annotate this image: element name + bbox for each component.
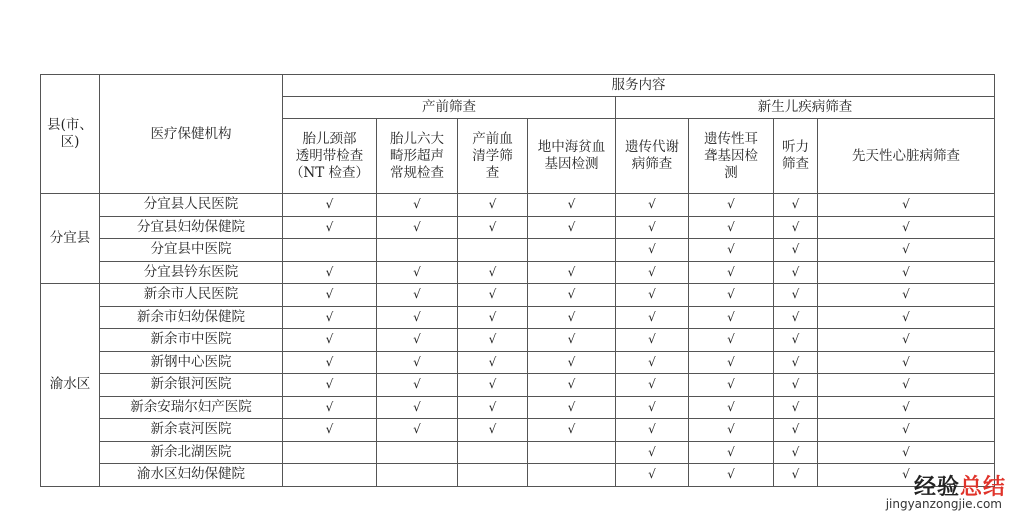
check-mark-cell: √	[818, 441, 995, 464]
table-row	[41, 441, 995, 464]
header-newborn-screening: 新生儿疾病筛查	[616, 97, 995, 119]
check-mark-cell: √	[774, 194, 818, 217]
check-mark-cell: √	[458, 374, 528, 397]
check-mark-cell: √	[616, 216, 689, 239]
check-mark-cell: √	[774, 261, 818, 284]
check-mark-cell: √	[689, 419, 774, 442]
check-mark-cell: √	[528, 216, 616, 239]
check-mark-cell: √	[616, 306, 689, 329]
check-mark-cell: √	[818, 396, 995, 419]
institution-name-cell: 新钢中心医院	[100, 351, 283, 374]
check-mark-cell: √	[377, 351, 458, 374]
header-county: 县(市、 区)	[41, 75, 100, 194]
check-mark-cell: √	[818, 284, 995, 307]
table-row	[41, 239, 995, 262]
check-mark-cell: √	[283, 194, 377, 217]
check-mark-cell: √	[528, 306, 616, 329]
empty-cell	[377, 464, 458, 487]
check-mark-cell: √	[689, 216, 774, 239]
empty-cell	[377, 441, 458, 464]
check-mark-cell: √	[818, 374, 995, 397]
check-mark-cell: √	[689, 374, 774, 397]
check-mark-cell: √	[689, 284, 774, 307]
screening-services-table	[40, 74, 995, 487]
check-mark-cell: √	[616, 374, 689, 397]
watermark-title: 经验总结	[913, 475, 1006, 500]
institution-name-cell: 新余市妇幼保健院	[100, 306, 283, 329]
check-mark-cell: √	[377, 194, 458, 217]
check-mark-cell: √	[283, 374, 377, 397]
table-row	[41, 396, 995, 419]
check-mark-cell: √	[458, 194, 528, 217]
check-mark-cell: √	[458, 261, 528, 284]
check-mark-cell: √	[458, 284, 528, 307]
header-deafness-gene-test: 遗传性耳 聋基因检 测	[689, 119, 774, 194]
check-mark-cell: √	[616, 261, 689, 284]
check-mark-cell: √	[689, 306, 774, 329]
table-row	[41, 261, 995, 284]
county-cell: 分宜县	[41, 194, 100, 284]
check-mark-cell: √	[377, 216, 458, 239]
check-mark-cell: √	[774, 216, 818, 239]
institution-name-cell: 渝水区妇幼保健院	[100, 464, 283, 487]
empty-cell	[528, 239, 616, 262]
check-mark-cell: √	[528, 194, 616, 217]
institution-name-cell: 分宜县钤东医院	[100, 261, 283, 284]
check-mark-cell: √	[283, 306, 377, 329]
empty-cell	[528, 464, 616, 487]
check-mark-cell: √	[377, 306, 458, 329]
check-mark-cell: √	[377, 261, 458, 284]
check-mark-cell: √	[818, 194, 995, 217]
institution-name-cell: 新余市人民医院	[100, 284, 283, 307]
check-mark-cell: √	[774, 239, 818, 262]
check-mark-cell: √	[818, 464, 995, 487]
check-mark-cell: √	[377, 419, 458, 442]
check-mark-cell: √	[528, 261, 616, 284]
check-mark-cell: √	[689, 329, 774, 352]
check-mark-cell: √	[616, 284, 689, 307]
institution-name-cell: 新余银河医院	[100, 374, 283, 397]
header-metabolic-screening: 遗传代谢 病筛查	[616, 119, 689, 194]
check-mark-cell: √	[774, 419, 818, 442]
table-body	[41, 194, 995, 487]
check-mark-cell: √	[458, 216, 528, 239]
table-row	[41, 351, 995, 374]
header-thalassemia-test: 地中海贫血 基因检测	[528, 119, 616, 194]
check-mark-cell: √	[818, 216, 995, 239]
check-mark-cell: √	[774, 374, 818, 397]
empty-cell	[377, 239, 458, 262]
check-mark-cell: √	[774, 441, 818, 464]
check-mark-cell: √	[616, 351, 689, 374]
check-mark-cell: √	[616, 396, 689, 419]
check-mark-cell: √	[283, 216, 377, 239]
institution-name-cell: 新余市中医院	[100, 329, 283, 352]
check-mark-cell: √	[818, 261, 995, 284]
header-nt-exam: 胎儿颈部 透明带检查 （NT 检查）	[283, 119, 377, 194]
check-mark-cell: √	[528, 351, 616, 374]
institution-name-cell: 分宜县中医院	[100, 239, 283, 262]
watermark-url: jingyanzongjie.com	[885, 497, 1002, 511]
institution-name-cell: 新余北湖医院	[100, 441, 283, 464]
check-mark-cell: √	[528, 284, 616, 307]
check-mark-cell: √	[283, 351, 377, 374]
table-row	[41, 284, 995, 307]
institution-name-cell: 分宜县妇幼保健院	[100, 216, 283, 239]
check-mark-cell: √	[283, 419, 377, 442]
check-mark-cell: √	[616, 194, 689, 217]
empty-cell	[458, 464, 528, 487]
check-mark-cell: √	[616, 329, 689, 352]
header-service-content: 服务内容	[283, 75, 995, 97]
check-mark-cell: √	[616, 239, 689, 262]
check-mark-cell: √	[616, 464, 689, 487]
header-fetal-ultrasound: 胎儿六大 畸形超声 常规检查	[377, 119, 458, 194]
table-row	[41, 329, 995, 352]
empty-cell	[458, 441, 528, 464]
empty-cell	[283, 441, 377, 464]
check-mark-cell: √	[616, 419, 689, 442]
check-mark-cell: √	[689, 441, 774, 464]
table-row	[41, 374, 995, 397]
check-mark-cell: √	[283, 261, 377, 284]
check-mark-cell: √	[377, 374, 458, 397]
check-mark-cell: √	[528, 396, 616, 419]
institution-name-cell: 新余安瑞尔妇产医院	[100, 396, 283, 419]
check-mark-cell: √	[774, 396, 818, 419]
check-mark-cell: √	[818, 239, 995, 262]
empty-cell	[283, 239, 377, 262]
check-mark-cell: √	[377, 396, 458, 419]
check-mark-cell: √	[377, 284, 458, 307]
county-cell: 渝水区	[41, 284, 100, 487]
check-mark-cell: √	[774, 284, 818, 307]
check-mark-cell: √	[458, 329, 528, 352]
empty-cell	[528, 441, 616, 464]
check-mark-cell: √	[458, 306, 528, 329]
empty-cell	[283, 464, 377, 487]
check-mark-cell: √	[283, 284, 377, 307]
institution-name-cell: 分宜县人民医院	[100, 194, 283, 217]
check-mark-cell: √	[528, 419, 616, 442]
check-mark-cell: √	[818, 351, 995, 374]
check-mark-cell: √	[774, 329, 818, 352]
check-mark-cell: √	[283, 396, 377, 419]
header-hearing-screening: 听力 筛查	[774, 119, 818, 194]
table-row	[41, 194, 995, 217]
check-mark-cell: √	[774, 351, 818, 374]
watermark-logo	[866, 470, 1016, 514]
table-row	[41, 306, 995, 329]
check-mark-cell: √	[774, 306, 818, 329]
check-mark-cell: √	[818, 329, 995, 352]
header-institution: 医疗保健机构	[100, 75, 283, 194]
check-mark-cell: √	[818, 306, 995, 329]
header-serum-screening: 产前血 清学筛 查	[458, 119, 528, 194]
check-mark-cell: √	[377, 329, 458, 352]
check-mark-cell: √	[689, 261, 774, 284]
check-mark-cell: √	[528, 374, 616, 397]
check-mark-cell: √	[774, 464, 818, 487]
header-prenatal-screening: 产前筛查	[283, 97, 616, 119]
table-row	[41, 464, 995, 487]
check-mark-cell: √	[528, 329, 616, 352]
check-mark-cell: √	[689, 351, 774, 374]
check-mark-cell: √	[689, 396, 774, 419]
check-mark-cell: √	[616, 441, 689, 464]
check-mark-cell: √	[689, 194, 774, 217]
check-mark-cell: √	[689, 239, 774, 262]
check-mark-cell: √	[458, 351, 528, 374]
header-heart-disease-screening: 先天性心脏病筛查	[818, 119, 995, 194]
table-row	[41, 216, 995, 239]
check-mark-cell: √	[458, 396, 528, 419]
check-mark-cell: √	[283, 329, 377, 352]
check-mark-cell: √	[458, 419, 528, 442]
table-row	[41, 419, 995, 442]
empty-cell	[458, 239, 528, 262]
check-mark-cell: √	[818, 419, 995, 442]
check-mark-cell: √	[689, 464, 774, 487]
institution-name-cell: 新余袁河医院	[100, 419, 283, 442]
